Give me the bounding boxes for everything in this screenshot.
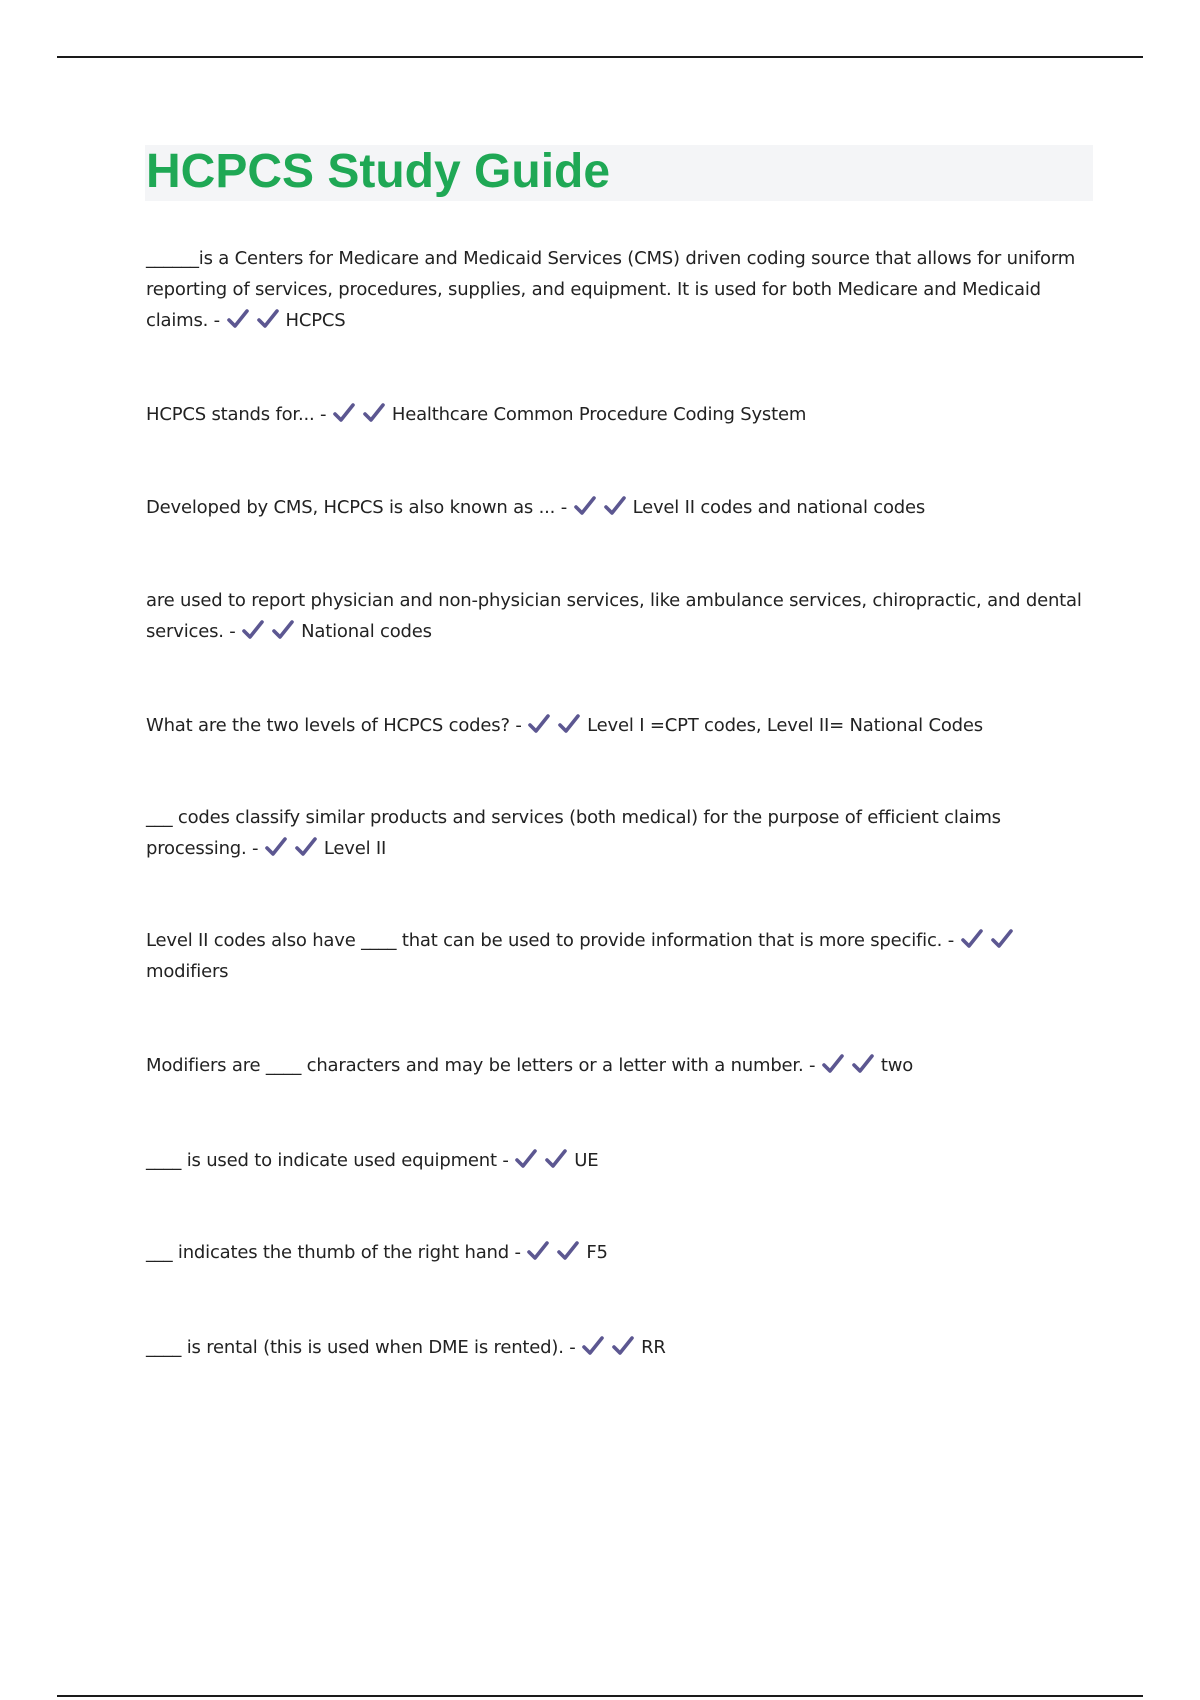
check-icon	[271, 619, 295, 641]
qa-item	[146, 492, 1096, 523]
answer-text: modifiers	[146, 961, 229, 982]
answer-text: two	[880, 1055, 914, 1076]
check-icon	[362, 402, 386, 424]
question-text: HCPCS stands for... -	[146, 404, 327, 425]
answer-text: Level I =CPT codes, Level II= National Codes	[587, 715, 983, 736]
check-icon	[821, 1053, 845, 1075]
answer-text: National codes	[301, 621, 432, 642]
check-icon	[514, 1148, 538, 1170]
check-icon	[603, 495, 627, 517]
qa-item	[146, 585, 1096, 647]
qa-item	[146, 710, 1096, 741]
answer-text: HCPCS	[285, 310, 346, 331]
answer-text: Level II	[323, 838, 387, 859]
check-icon	[264, 836, 288, 858]
answer-text: F5	[586, 1242, 608, 1263]
qa-item	[146, 1332, 1096, 1363]
check-icon	[851, 1053, 875, 1075]
bottom-rule	[57, 1695, 1143, 1697]
check-icon	[544, 1148, 568, 1170]
check-icon	[556, 1240, 580, 1262]
qa-item	[146, 925, 1096, 987]
qa-item	[146, 1237, 1096, 1268]
check-icon	[990, 928, 1014, 950]
check-icon	[581, 1335, 605, 1357]
check-icon	[527, 713, 551, 735]
question-text: ____ is used to indicate used equipment -	[146, 1150, 509, 1171]
check-icon	[526, 1240, 550, 1262]
qa-item	[146, 802, 1096, 864]
answer-text: Level II codes and national codes	[632, 497, 926, 518]
check-icon	[226, 308, 250, 330]
answer-text: UE	[574, 1150, 599, 1171]
question-text: What are the two levels of HCPCS codes? -	[146, 715, 522, 736]
check-icon	[960, 928, 984, 950]
question-text: Developed by CMS, HCPCS is also known as ... -	[146, 497, 568, 518]
top-rule	[57, 56, 1143, 58]
question-text: Level II codes also have ____ that can be used to provide information that is more specific. -	[146, 930, 954, 951]
question-text: are used to report physician and non-physician services, like ambulance services, chiropractic, and dental services. -	[146, 590, 1082, 642]
question-text: ___ codes classify similar products and services (both medical) for the purpose of efficient claims processing. -	[146, 807, 1001, 859]
answer-text: RR	[641, 1337, 666, 1358]
check-icon	[573, 495, 597, 517]
qa-item	[146, 243, 1096, 336]
check-icon	[557, 713, 581, 735]
check-icon	[256, 308, 280, 330]
qa-item	[146, 1050, 1096, 1081]
qa-item	[146, 399, 1096, 430]
question-text: ___ indicates the thumb of the right hand -	[146, 1242, 521, 1263]
check-icon	[294, 836, 318, 858]
question-text: ______is a Centers for Medicare and Medicaid Services (CMS) driven coding source that allows for uniform reporting of services, procedures, supplies, and equipment. It is used for both Medicare and Medicaid claims. -	[146, 248, 1076, 331]
check-icon	[611, 1335, 635, 1357]
answer-text: Healthcare Common Procedure Coding System	[391, 404, 807, 425]
check-icon	[241, 619, 265, 641]
page-title: HCPCS Study Guide	[146, 145, 611, 198]
qa-item	[146, 1145, 1096, 1176]
question-text: ____ is rental (this is used when DME is rented). -	[146, 1337, 576, 1358]
check-icon	[332, 402, 356, 424]
question-text: Modifiers are ____ characters and may be letters or a letter with a number. -	[146, 1055, 816, 1076]
